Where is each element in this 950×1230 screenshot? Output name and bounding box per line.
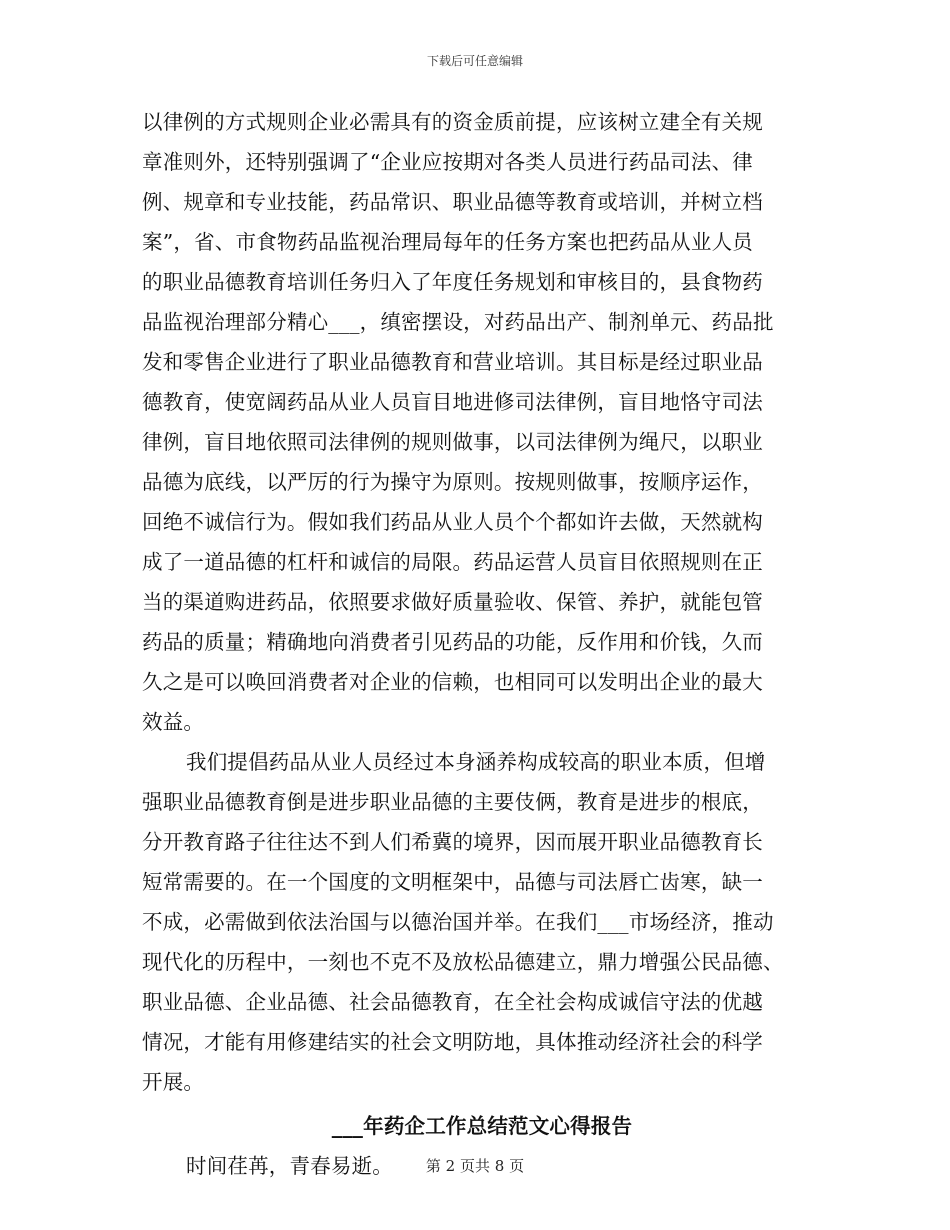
paragraph-3: 时间荏苒，青春易逝。 [186,1154,393,1178]
text-line: 强职业品德教育倒是进步职业品德的主要伎俩，教育是进步的根底， [142,790,763,814]
text-line: 品监视治理部分精心___，缜密摆设，对药品出产、制剂单元、药品批 [142,310,774,334]
text-line: 当的渠道购进药品，依照要求做好质量验收、保管、养护，就能包管 [142,590,763,614]
document-body [142,102,822,1186]
text-line: 不成，必需做到依法治国与以德治国并举。在我们___市场经济，推动 [142,910,774,934]
text-line: 短常需要的。在一个国度的文明框架中，品德与司法唇亡齿寒，缺一 [142,870,763,894]
text-line: 现代化的历程中，一刻也不克不及放松品德建立，鼎力增强公民品德、 [142,950,784,974]
text-line: 我们提倡药品从业人员经过本身涵养构成较高的职业本质，但增 [186,750,766,774]
text-line: 以律例的方式规则企业必需具有的资金质前提，应该树立建全有关规 [142,110,763,134]
text-line: 情况，才能有用修建结实的社会文明防地，具体推动经济社会的科学 [142,1030,763,1054]
text-line: 品德为底线，以严厉的行为操守为原则。按规则做事，按顺序运作， [142,470,763,494]
paragraph-1 [142,102,822,742]
text-line: 开展。 [142,1070,205,1094]
text-line: 分开教育路子往往达不到人们希冀的境界，因而展开职业品德教育长 [142,830,763,854]
text-line: 药品的质量；精确地向消费者引见药品的功能，反作用和价钱，久而 [142,630,763,654]
text-line: 章准则外，还特别强调了“企业应按期对各类人员进行药品司法、律 [142,150,753,174]
text-line: 案”，省、市食物药品监视治理局每年的任务方案也把药品从业人员 [142,230,753,254]
paragraph-2 [142,742,822,1102]
text-line: 例、规章和专业技能，药品常识、职业品德等教育或培训，并树立档 [142,190,763,214]
text-line: 发和零售企业进行了职业品德教育和营业培训。其目标是经过职业品 [142,350,763,374]
page-number: 第 2 页共 8 页 [425,1157,525,1175]
text-line: 效益。 [142,710,205,734]
section-heading: ___年药企工作总结范文心得报告 [331,1114,633,1138]
text-line: 久之是可以唤回消费者对企业的信赖，也相同可以发明出企业的最大 [142,670,763,694]
text-line: 律例，盲目地依照司法律例的规则做事，以司法律例为绳尺，以职业 [142,430,763,454]
text-line: 德教育，使宽阔药品从业人员盲目地进修司法律例，盲目地恪守司法 [142,390,763,414]
text-line: 成了一道品德的杠杆和诚信的局限。药品运营人员盲目依照规则在正 [142,550,763,574]
text-line: 职业品德、企业品德、社会品德教育，在全社会构成诚信守法的优越 [142,990,763,1014]
text-line: 的职业品德教育培训任务归入了年度任务规划和审核目的，县食物药 [142,270,763,294]
page-header: 下载后可任意编辑 [426,54,523,68]
text-line: 回绝不诚信行为。假如我们药品从业人员个个都如许去做，天然就构 [142,510,763,534]
